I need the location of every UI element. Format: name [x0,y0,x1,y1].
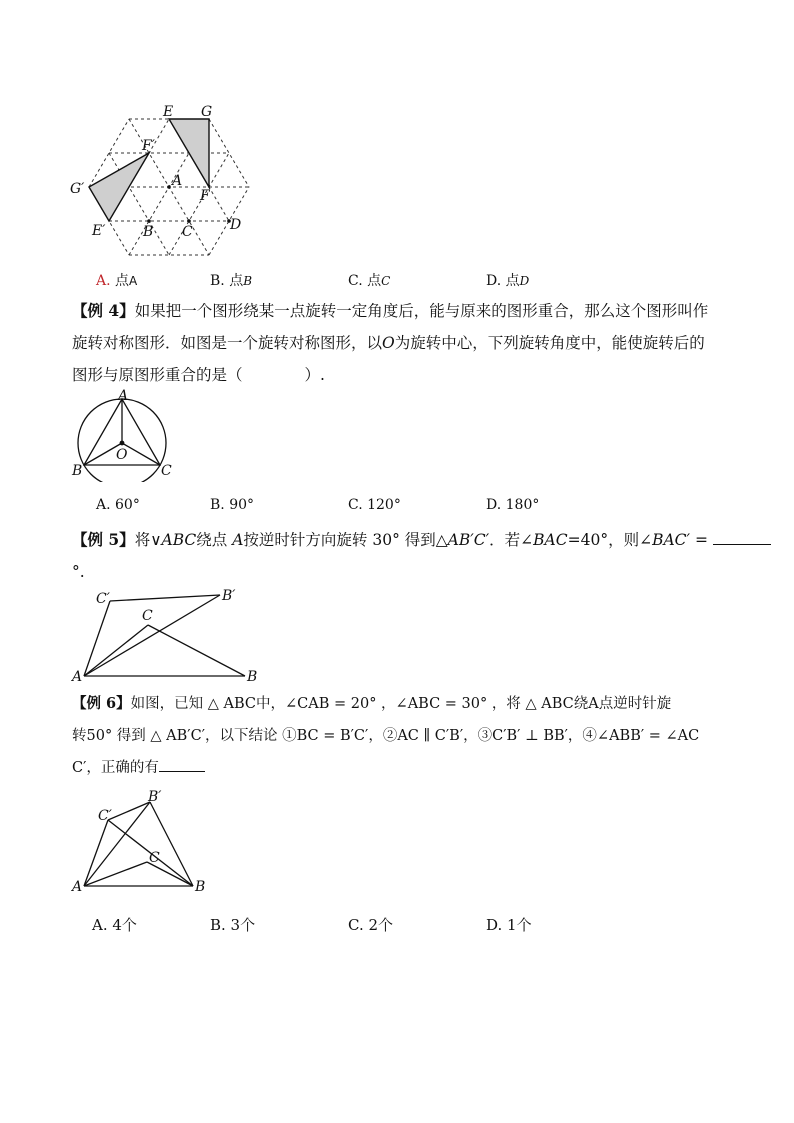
text: 按逆时针方向旋转 30° 得到△ [243,531,448,549]
figure-rotation-2 [66,786,216,896]
rotation-1-svg [66,584,266,684]
example-5-tag: 【例 5】 [72,530,135,549]
option-d-letter: D. [486,273,502,289]
option-b-letter: B. [210,273,225,289]
option-c[interactable]: C. 120° [348,497,401,513]
example-4-line-3: 图形与原图形重合的是（ ）. [72,366,325,384]
hexagon-grid-svg [60,96,260,262]
option-a[interactable] [96,270,137,290]
example-6-line-3: C′，正确的有 [72,760,159,776]
example-5-line-2: °. [72,563,85,581]
point-c [187,219,191,223]
label-a: A [172,173,183,189]
label-o: O [116,447,128,463]
rotation-2-svg [66,786,216,896]
text: 绕点 [196,531,233,549]
label-c: C [142,608,153,624]
label-c: C [149,850,160,866]
option-b[interactable]: B. 3个 [210,916,256,934]
text: =40°，则∠ [567,531,653,549]
label-e: E [163,104,174,120]
label-f: F [200,188,210,204]
option-a[interactable]: A. 4个 [92,916,137,934]
text: BAC [533,531,568,549]
figure-rotation-1 [66,584,266,684]
label-a: A [72,879,83,895]
example-6-options [0,914,794,936]
option-b[interactable] [210,270,252,290]
q3-options [0,270,794,292]
center-o [120,441,125,446]
circle-triangle-svg [66,386,182,482]
example-4-text [72,295,724,391]
label-b: B [143,224,154,240]
label-g: G [201,104,213,120]
figure-circle-triangle [66,386,182,482]
text: A [232,531,244,549]
label-a: A [72,669,83,684]
label-a: A [118,388,129,404]
option-b[interactable]: B. 90° [210,497,255,513]
figure-hexagon-grid [60,96,260,262]
label-c-prime: C′ [98,808,112,824]
label-b: B [72,463,83,479]
option-c-value: C [381,274,391,288]
example-4-line-2c: 为旋转中心，下列旋转角度中，能使旋转后的 [394,334,705,352]
label-b-prime: B′ [148,789,162,805]
example-5-text [72,524,724,588]
text: BAC′ [652,531,691,549]
option-a-letter: A. [96,273,111,289]
example-6-tag: 【例 6】 [72,695,131,712]
example-4-line-1: 如果把一个图形绕某一点旋转一定角度后，能与原来的图形重合，那么这个图形叫作 [134,302,709,320]
answer-blank[interactable] [713,528,771,545]
label-c: C [182,224,193,240]
label-e-prime: E′ [92,223,106,239]
point-b [147,219,151,223]
option-c[interactable] [348,270,390,290]
example-4-options [0,497,794,519]
option-d-text: 点 [505,273,520,289]
option-c-letter: C. [348,273,363,289]
label-d: D [230,217,242,233]
option-a-value: A [129,274,138,288]
example-6-line-2: 转50° 得到 △ AB′C′，以下结论 ①BC = B′C′，②AC ∥ C′B′，③C′B′ ⊥ BB′，④∠ABB′ = ∠AC [72,728,700,744]
label-b-prime: B′ [222,588,236,604]
option-d[interactable]: D. 180° [486,497,540,513]
answer-blank[interactable] [159,755,205,772]
label-f-prime: F′ [142,138,155,154]
label-b: B [247,669,258,684]
text: AB′C′ [447,531,490,549]
label-b: B [195,879,206,895]
text: = [690,531,708,549]
option-c-text: 点 [367,273,382,289]
example-4-line-2a: 旋转对称图形．如图是一个旋转对称图形，以 [72,334,383,352]
option-b-value: B [243,274,253,288]
option-a[interactable]: A. 60° [96,497,140,513]
text: 将∨ [134,531,162,549]
example-6-line-1: 如图，已知 △ ABC中，∠CAB = 20° ，∠ABC = 30° ，将 △ ABC绕A点逆时针旋 [130,696,672,712]
label-c: C [161,463,172,479]
option-b-text: 点 [229,273,244,289]
example-6-text [72,688,724,784]
option-d-value: D [519,274,530,288]
label-c-prime: C′ [96,591,110,607]
option-d[interactable] [486,270,529,290]
example-4-tag: 【例 4】 [72,301,135,320]
option-c[interactable]: C. 2个 [348,916,394,934]
example-4-center-label: O [382,334,395,352]
label-g-prime: G′ [70,181,85,197]
text: ABC [161,531,197,549]
text: ．若∠ [489,531,534,549]
point-a [167,185,171,189]
option-d[interactable]: D. 1个 [486,916,532,934]
option-a-text: 点 [115,273,130,289]
